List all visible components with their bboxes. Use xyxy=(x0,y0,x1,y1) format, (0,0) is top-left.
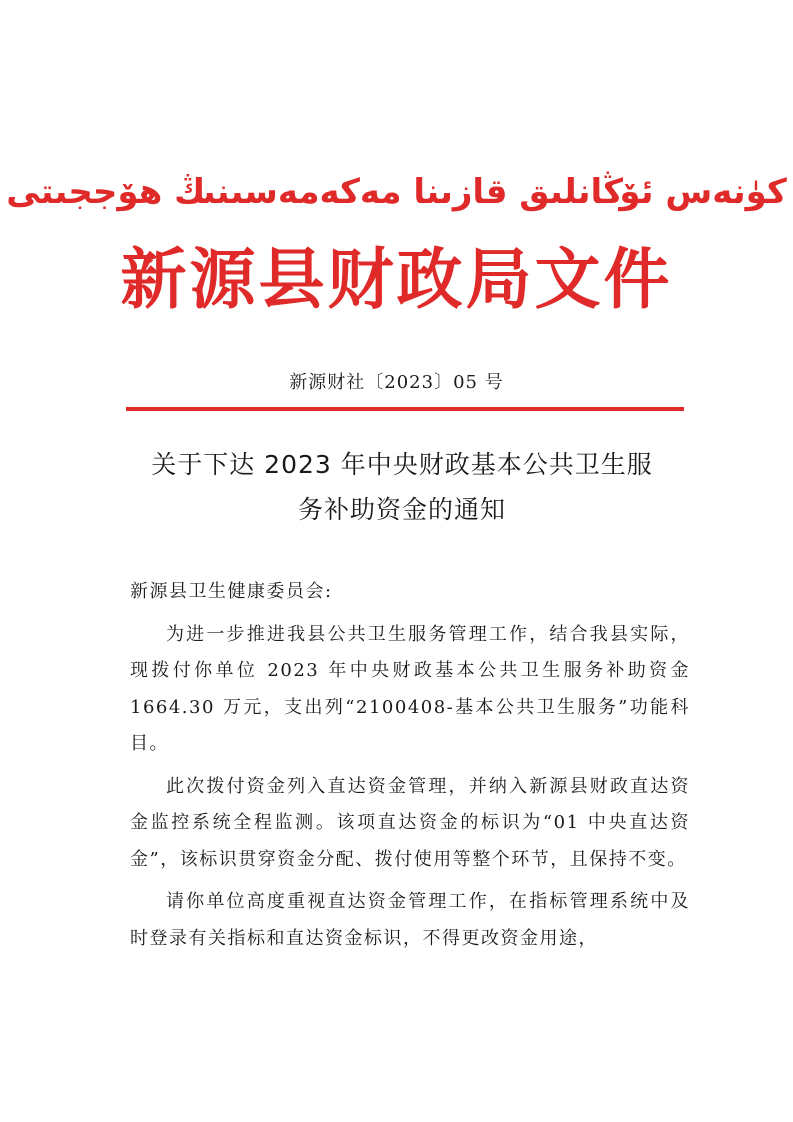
subject-line-2: 务补助资金的通知 xyxy=(297,495,506,524)
subject-line-1: 关于下达 2023 年中央财政基本公共卫生服 xyxy=(151,450,653,479)
document-header-title: 新源县财政局文件 xyxy=(120,240,673,318)
body-paragraph-2: 此次拨付资金列入直达资金管理，并纳入新源县财政直达资金监控系统全程监测。该项直达资金的标识为“01 中央直达资金”，该标识贯穿资金分配、拨付使用等整个环节，且保持不变。 xyxy=(130,775,690,870)
notice-body xyxy=(130,574,690,963)
salutation: 新源县卫生健康委员会: xyxy=(130,581,333,602)
notice-subject xyxy=(112,442,692,532)
uyghur-header-title: كۈنەس ئۆڭانلىق قازىنا مەكەمەسىنىڭ ھۆججىتى xyxy=(6,172,787,212)
body-paragraph-3: 请你单位高度重视直达资金管理工作，在指标管理系统中及时登录有关指标和直达资金标识，不得更改资金用途， xyxy=(130,891,690,949)
document-number: 新源财社〔2023〕05 号 xyxy=(289,372,504,393)
red-divider-line xyxy=(126,407,684,411)
body-paragraph-1: 为进一步推进我县公共卫生服务管理工作，结合我县实际，现拨付你单位 2023 年中央财政基本公共卫生服务补助资金 1664.30 万元，支出列“2100408-基本公共卫生服务”功能科目。 xyxy=(130,623,690,754)
